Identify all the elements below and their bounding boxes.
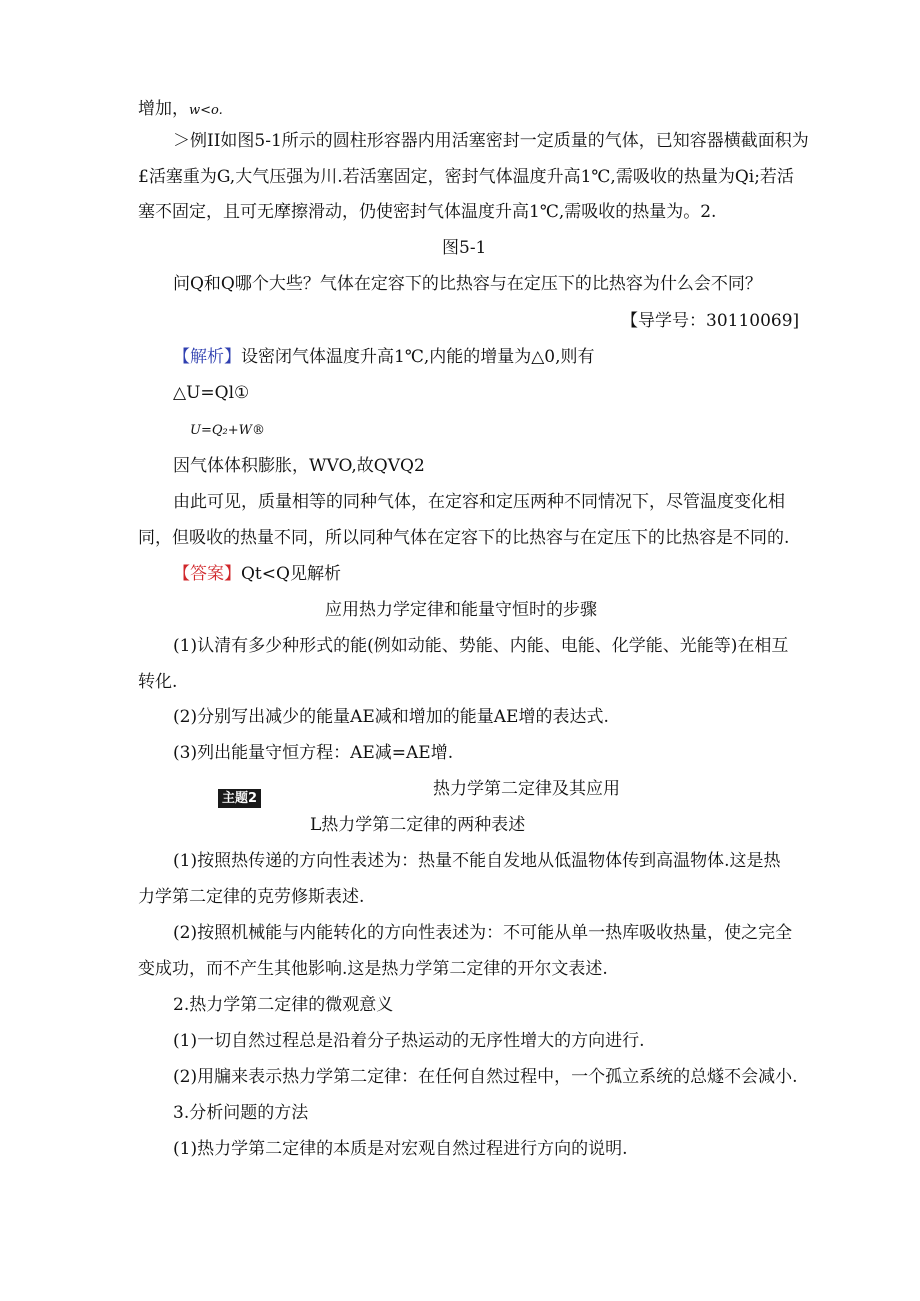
figure-caption: 图5-1 — [442, 238, 487, 258]
section-heading: 2.热力学第二定律的微观意义 — [173, 995, 394, 1015]
text-line: (1)热力学第二定律的本质是对宏观自然过程进行方向的说明. — [173, 1139, 628, 1159]
text-line: 因气体体积膨胀，WVO,故QVQ2 — [173, 456, 425, 476]
section-heading: 3.分析问题的方法 — [173, 1103, 309, 1123]
equation-2: U=Q₂+W® — [190, 423, 265, 438]
analysis-line — [173, 346, 595, 368]
analysis-text: 设密闭气体温度升高1℃,内能的增量为△0,则有 — [241, 347, 595, 367]
text-line: £活塞重为G,大气压强为川.若活塞固定，密封气体温度升高1℃,需吸收的热量为Qi;若活 — [138, 167, 794, 187]
text-line: 变成功，而不产生其他影响.这是热力学第二定律的开尔文表述. — [138, 959, 608, 979]
text-line: (2)分别写出减少的能量AE减和增加的能量AE增的表达式. — [173, 707, 609, 727]
topic-badge: 主题2 — [218, 789, 261, 808]
text-line: (1)一切自然过程总是沿着分子热运动的无序性增大的方向进行. — [173, 1031, 645, 1051]
answer-label: 【答案】 — [173, 564, 241, 584]
text-line — [138, 98, 223, 122]
text-line: (1)认清有多少种形式的能(例如动能、势能、内能、电能、化学能、光能等)在相互 — [173, 636, 789, 656]
math-fragment: w<o. — [189, 103, 223, 118]
text-line: ＞例II如图5-1所示的圆柱形容器内用活塞密封一定质量的气体，已知容器横截面积为 — [173, 131, 809, 151]
text-line: 力学第二定律的克劳修斯表述. — [138, 887, 365, 907]
text-fragment: 增加， — [138, 99, 189, 119]
reference-number: 【导学号：30110069] — [621, 311, 800, 331]
answer-text: Qt<Q见解析 — [241, 564, 341, 584]
text-line: (2)用牖来表示热力学第二定律：在任何自然过程中，一个孤立系统的总燧不会减小. — [173, 1067, 798, 1087]
section-heading: 应用热力学定律和能量守恒时的步骤 — [325, 600, 597, 620]
topic-title: 热力学第二定律及其应用 — [433, 779, 620, 799]
text-line: 问Q和Q哪个大些？气体在定容下的比热容与在定压下的比热容为什么会不同？ — [173, 274, 762, 294]
text-line: 同，但吸收的热量不同，所以同种气体在定容下的比热容与在定压下的比热容是不同的. — [138, 528, 790, 548]
text-line: (1)按照热传递的方向性表述为：热量不能自发地从低温物体传到高温物体.这是热 — [173, 851, 781, 871]
text-line: (3)列出能量守恒方程：AE减=AE增. — [173, 743, 454, 763]
section-heading: L热力学第二定律的两种表述 — [310, 815, 526, 835]
analysis-label: 【解析】 — [173, 347, 241, 367]
answer-line — [173, 563, 341, 585]
text-line: (2)按照机械能与内能转化的方向性表述为：不可能从单一热库吸收热量，使之完全 — [173, 923, 793, 943]
equation-1: △U=Ql① — [173, 383, 250, 403]
text-line: 塞不固定，且可无摩擦滑动，仍使密封气体温度升高1℃,需吸收的热量为。2. — [138, 202, 717, 222]
text-line: 转化. — [138, 672, 178, 692]
text-line: 由此可见，质量相等的同种气体，在定容和定压两种不同情况下，尽管温度变化相 — [173, 492, 785, 512]
